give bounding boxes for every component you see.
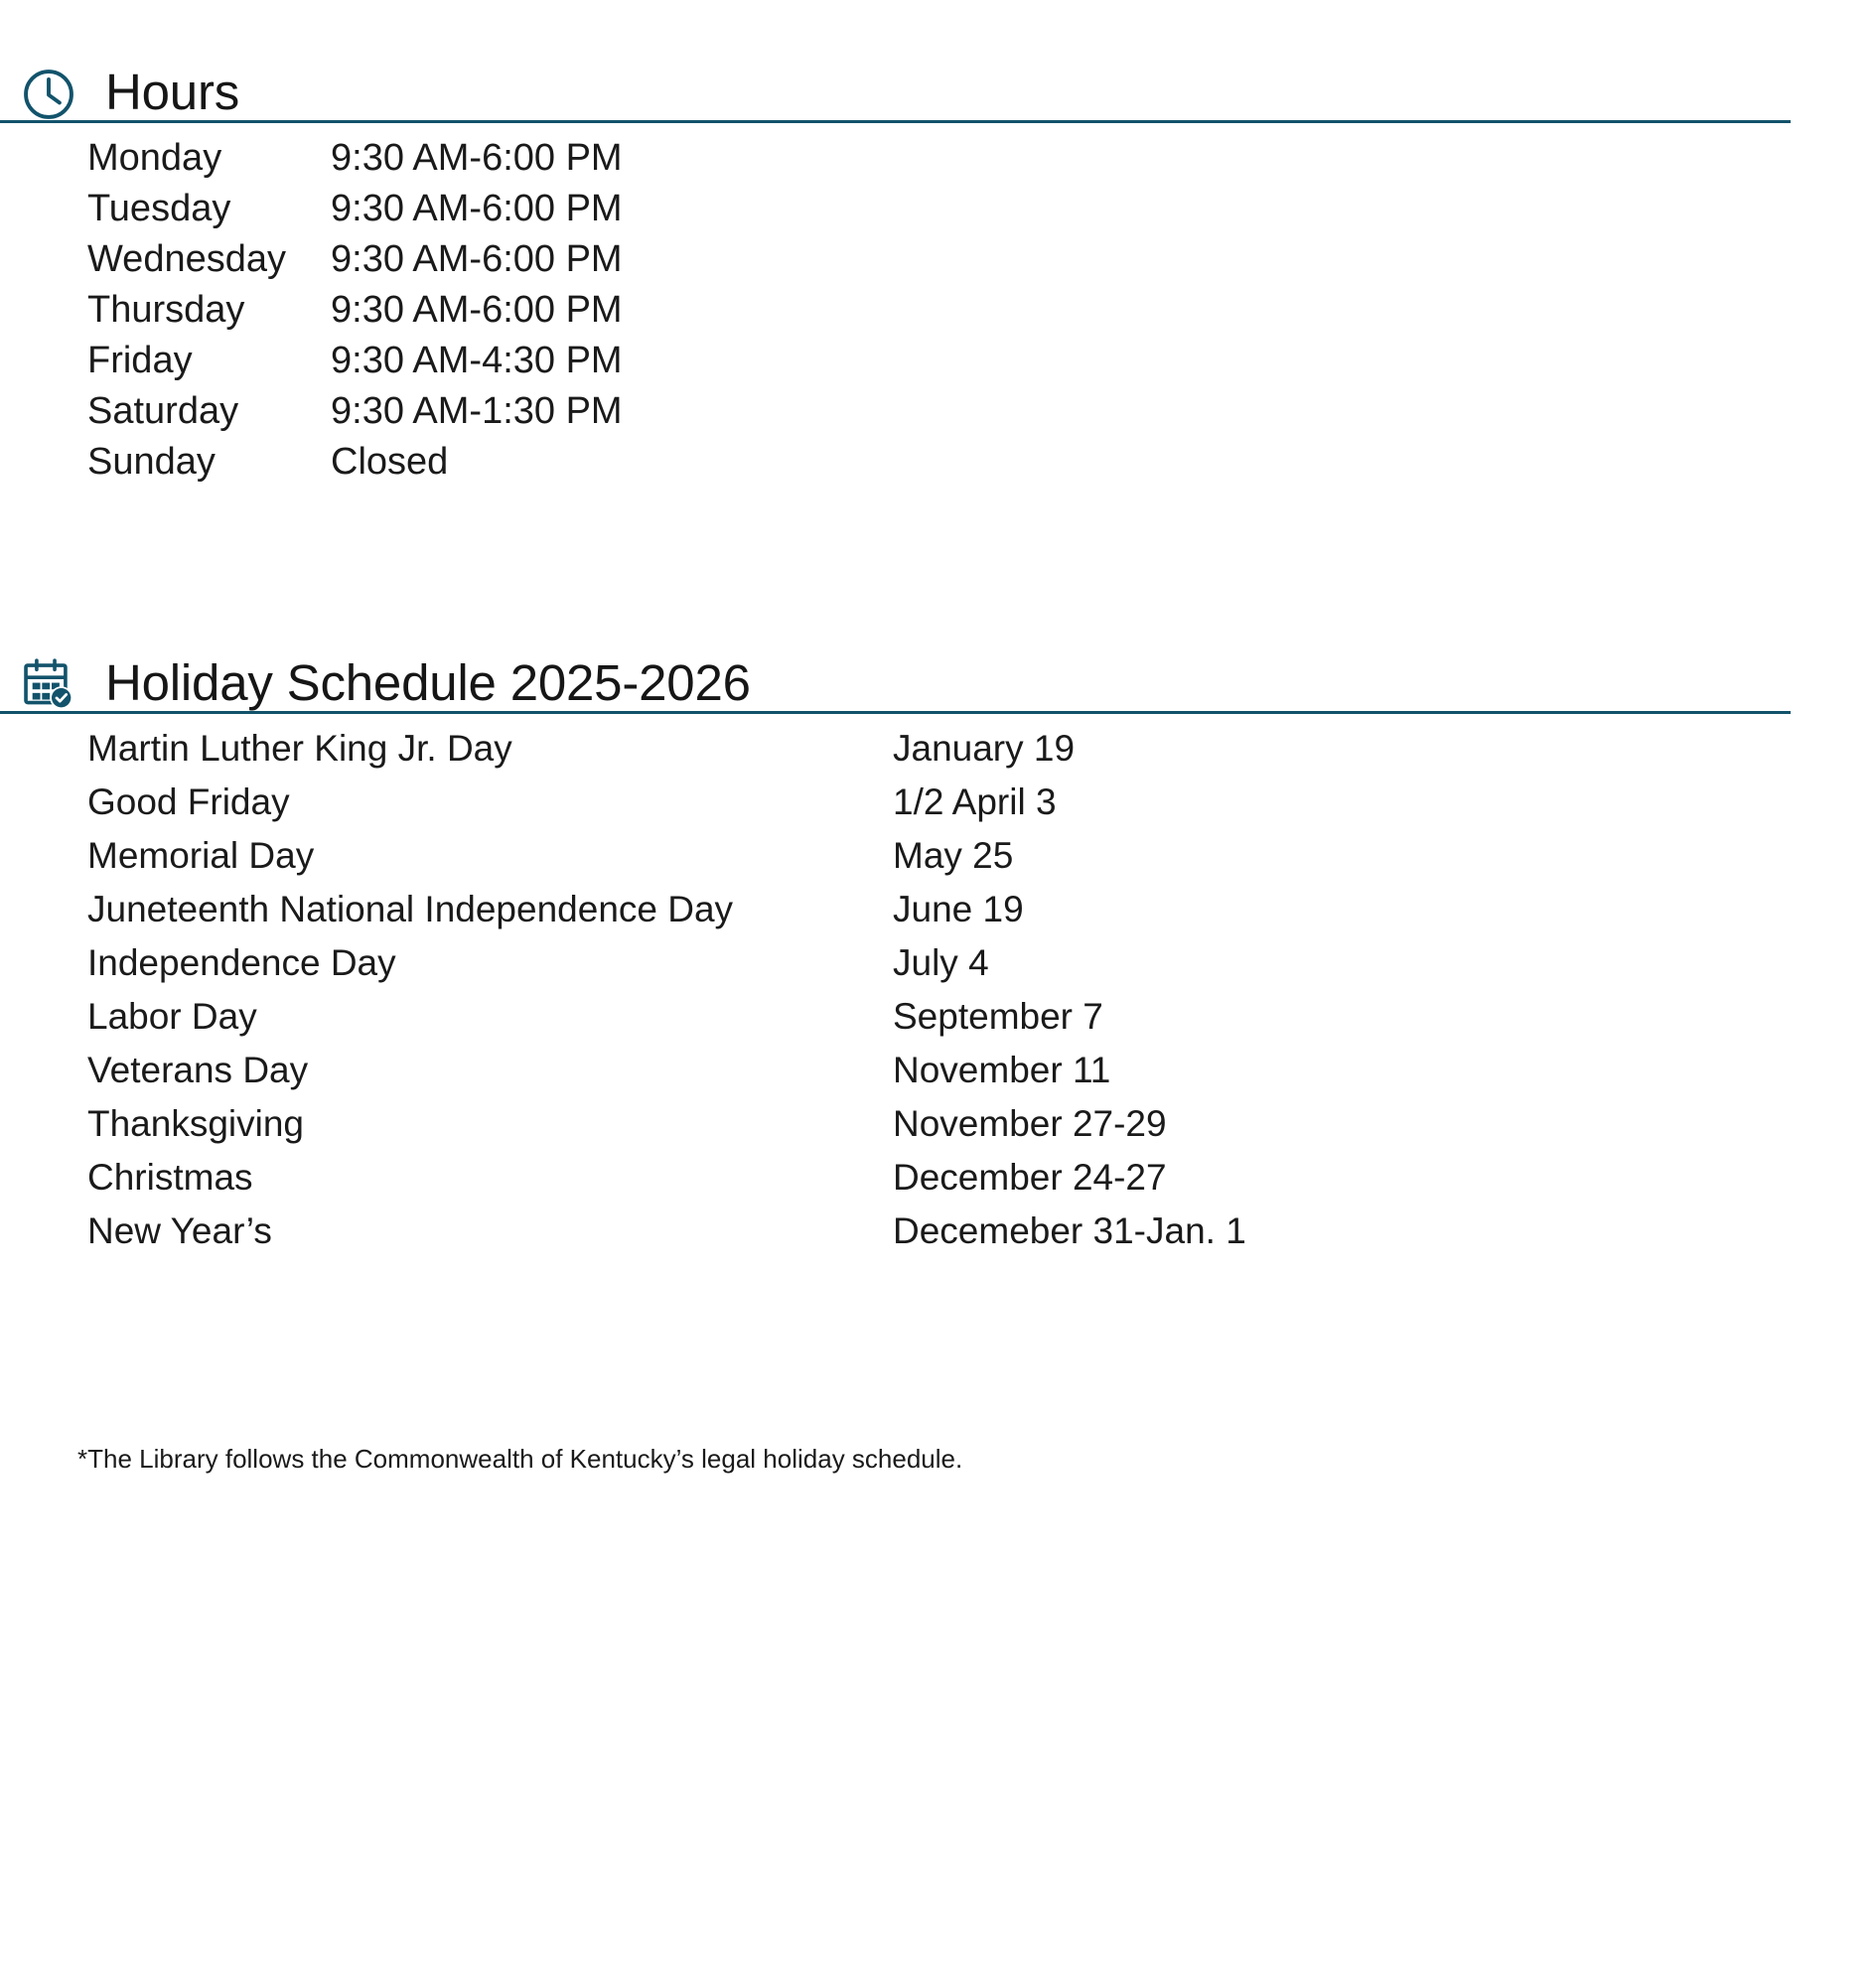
hours-day-label: Thursday	[87, 289, 245, 331]
holiday-name: Veterans Day	[87, 1050, 309, 1090]
calendar-check-icon	[18, 652, 79, 714]
holiday-section-header	[0, 642, 1876, 714]
holiday-schedule-section	[0, 642, 1876, 1258]
holiday-name: Labor Day	[87, 996, 257, 1037]
holiday-date: January 19	[893, 728, 1076, 769]
hours-divider	[0, 120, 1876, 123]
hours-day-label: Tuesday	[87, 188, 231, 229]
holiday-name: Juneteenth National Independence Day	[87, 889, 734, 929]
hours-time-value: 9:30 AM-6:00 PM	[331, 238, 623, 280]
hours-day-label: Friday	[87, 340, 193, 381]
holiday-row	[87, 1044, 1876, 1097]
hours-time-value: 9:30 AM-6:00 PM	[331, 289, 623, 331]
hours-section-header	[0, 52, 1876, 123]
hours-time-value: 9:30 AM-4:30 PM	[331, 340, 623, 381]
holiday-date: July 4	[893, 942, 989, 983]
holiday-row	[87, 936, 1876, 990]
holiday-name: Good Friday	[87, 781, 290, 822]
holiday-row	[87, 1205, 1876, 1258]
holiday-row	[87, 722, 1876, 776]
holiday-date: December 24-27	[893, 1157, 1167, 1198]
holiday-schedule-footnote: *The Library follows the Commonwealth of Kentucky’s legal holiday schedule.	[77, 1444, 963, 1474]
hours-day-label: Monday	[87, 137, 222, 179]
holiday-name: Christmas	[87, 1157, 253, 1198]
hours-row	[87, 184, 1876, 234]
holiday-list	[0, 722, 1876, 1258]
holiday-name: Independence Day	[87, 942, 396, 983]
holiday-row	[87, 883, 1876, 936]
holiday-date: November 11	[893, 1050, 1111, 1090]
holiday-row	[87, 1151, 1876, 1205]
hours-row	[87, 437, 1876, 488]
holiday-date: Decemeber 31-Jan. 1	[893, 1210, 1246, 1251]
hours-time-value: 9:30 AM-6:00 PM	[331, 137, 623, 179]
hours-day-label: Saturday	[87, 390, 239, 432]
hours-list	[0, 133, 1876, 488]
hours-row	[87, 133, 1876, 184]
holiday-name: New Year’s	[87, 1210, 272, 1251]
clock-icon	[18, 62, 79, 123]
hours-title: Hours	[105, 64, 240, 120]
hours-row	[87, 336, 1876, 386]
hours-section	[0, 52, 1876, 488]
hours-day-label: Wednesday	[87, 238, 286, 280]
holiday-row	[87, 829, 1876, 883]
holiday-row	[87, 990, 1876, 1044]
holiday-date: May 25	[893, 835, 1014, 876]
holiday-name: Martin Luther King Jr. Day	[87, 728, 512, 769]
hours-row	[87, 285, 1876, 336]
holiday-name: Memorial Day	[87, 835, 315, 876]
holiday-date: September 7	[893, 996, 1103, 1037]
hours-row	[87, 386, 1876, 437]
hours-time-value: 9:30 AM-6:00 PM	[331, 188, 623, 229]
hours-time-value: 9:30 AM-1:30 PM	[331, 390, 623, 432]
holiday-date: June 19	[893, 889, 1024, 929]
holiday-row	[87, 1097, 1876, 1151]
hours-day-label: Sunday	[87, 441, 216, 483]
holiday-date: 1/2 April 3	[893, 781, 1057, 822]
holiday-schedule-title: Holiday Schedule 2025-2026	[105, 654, 751, 711]
holiday-date: November 27-29	[893, 1103, 1167, 1144]
hours-row	[87, 234, 1876, 285]
holiday-name: Thanksgiving	[87, 1103, 305, 1144]
holiday-row	[87, 776, 1876, 829]
hours-time-value: Closed	[331, 441, 449, 483]
